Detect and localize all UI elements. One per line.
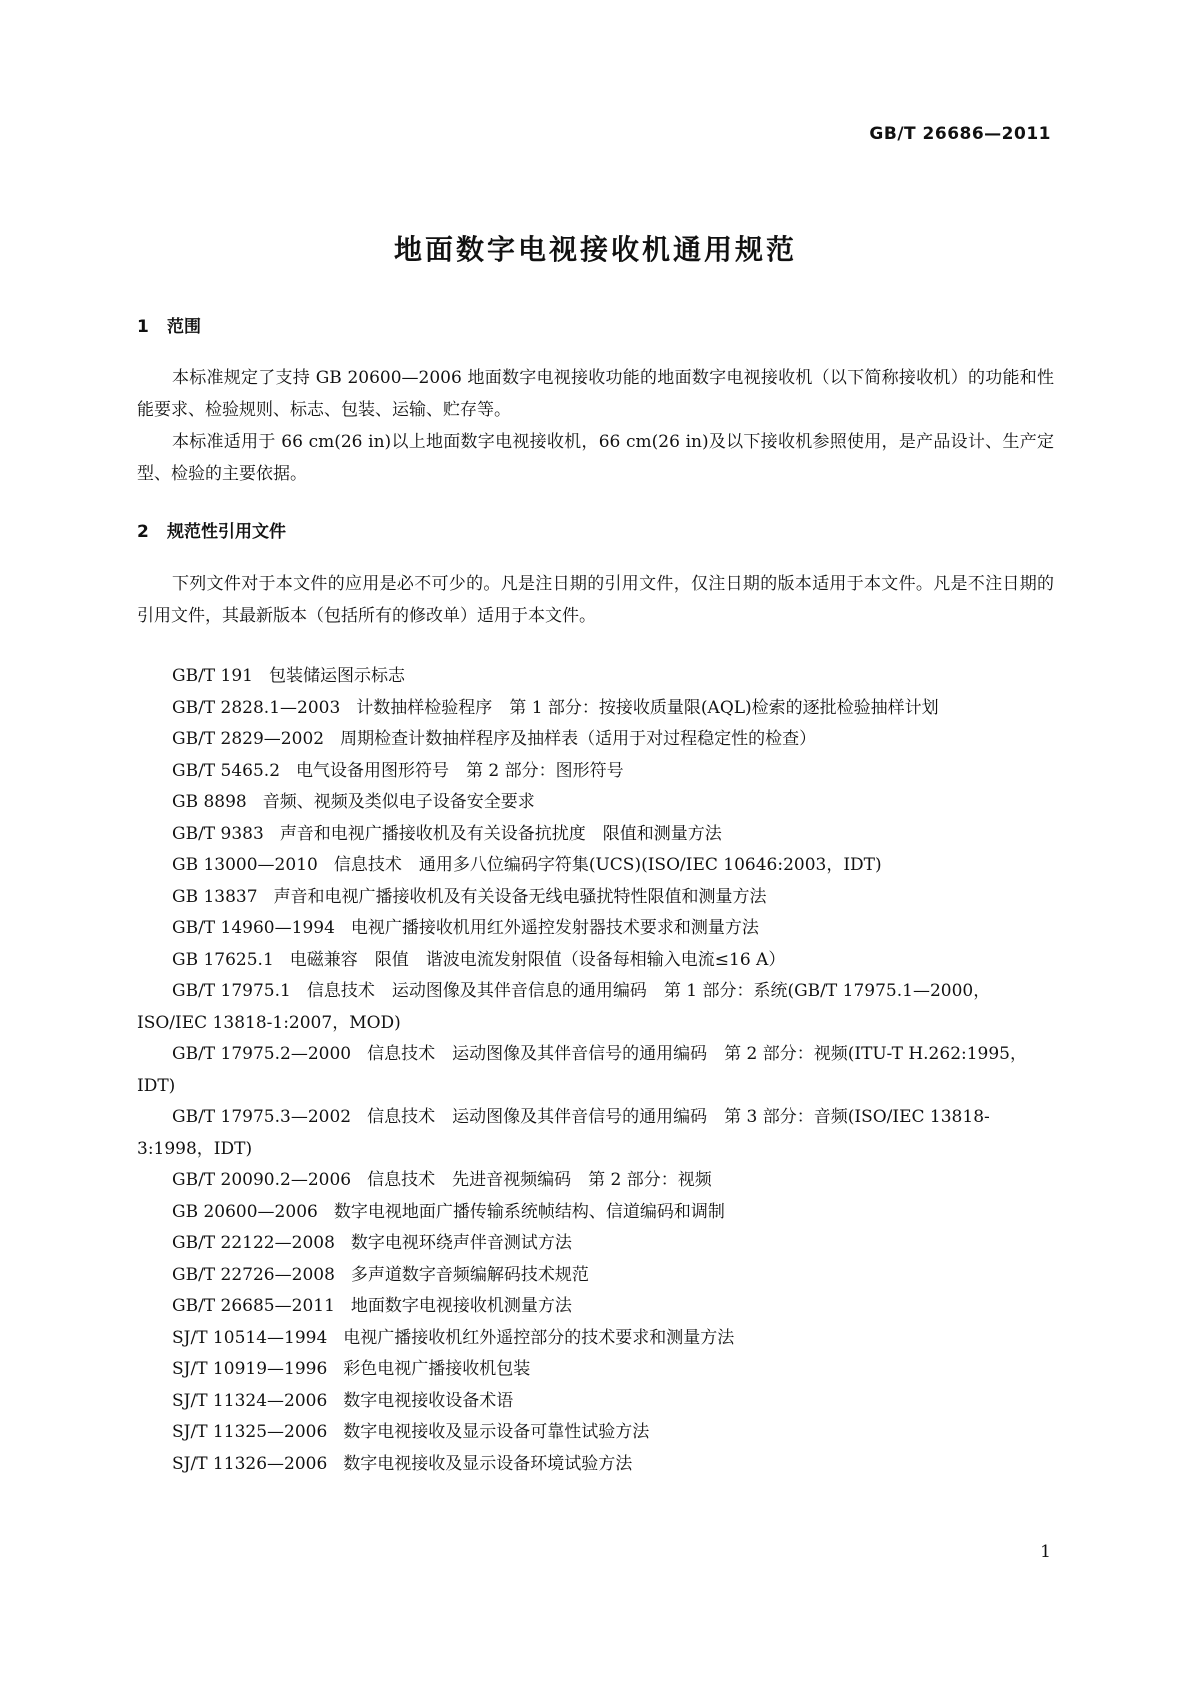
reference-item [137, 1417, 1054, 1449]
section-heading-normative-refs [137, 517, 286, 542]
reference-title: 电视广播接收机红外遥控部分的技术要求和测量方法 [343, 1327, 735, 1348]
reference-code: GB/T 22122—2008 [172, 1233, 335, 1253]
reference-code: GB/T 17975.3—2002 [172, 1107, 352, 1127]
reference-code: GB/T 22726—2008 [172, 1264, 335, 1285]
reference-item [137, 724, 1054, 756]
reference-item [137, 850, 1054, 882]
reference-title: 音频、视频及类似电子设备安全要求 [262, 792, 535, 812]
reference-item [137, 1354, 1054, 1386]
section-number: 2 [137, 522, 149, 542]
reference-title: 彩色电视广播接收机包装 [343, 1359, 531, 1379]
reference-title: 周期检查计数抽样程序及抽样表（适用于对过程稳定性的检查） [340, 729, 817, 749]
reference-code: GB 8898 [172, 792, 247, 812]
reference-item [137, 1449, 1054, 1481]
reference-code: GB/T 191 [172, 666, 253, 686]
reference-item [137, 1291, 1054, 1323]
reference-code: GB 20600—2006 [172, 1201, 318, 1222]
reference-item [137, 882, 1054, 914]
section-title: 范围 [167, 317, 201, 337]
reference-title: 声音和电视广播接收机及有关设备无线电骚扰特性限值和测量方法 [273, 886, 767, 907]
reference-item [137, 976, 1054, 1039]
reference-title: 数字电视接收及显示设备环境试验方法 [343, 1453, 633, 1474]
reference-item [137, 756, 1054, 788]
reference-item [137, 945, 1054, 977]
reference-title: 电磁兼容 限值 谐波电流发射限值（设备每相输入电流≤16 A） [289, 949, 786, 970]
page-number: 1 [1040, 1542, 1051, 1562]
refs-intro-paragraph: 下列文件对于本文件的应用是必不可少的。凡是注日期的引用文件，仅注日期的版本适用于本文件。凡是不注日期的引用文件，其最新版本（包括所有的修改单）适用于本文件。 [137, 574, 1054, 626]
reference-title: 计数抽样检验程序 第 1 部分：按接收质量限(AQL)检索的逐批检验抽样计划 [356, 697, 939, 718]
reference-code: SJ/T 11324—2006 [172, 1390, 328, 1411]
standard-code: GB/T 26686—2011 [869, 124, 1051, 144]
reference-item [137, 913, 1054, 945]
reference-code: GB/T 9383 [172, 823, 264, 844]
section-number: 1 [137, 317, 149, 337]
reference-code: GB 17625.1 [172, 949, 274, 970]
reference-item [137, 661, 1054, 693]
reference-code: GB/T 17975.1 [172, 981, 291, 1001]
reference-code: GB 13000—2010 [172, 855, 318, 875]
reference-code: GB/T 2828.1—2003 [172, 697, 341, 718]
reference-title: 包装储运图示标志 [269, 666, 405, 686]
reference-title: 数字电视接收及显示设备可靠性试验方法 [343, 1422, 650, 1442]
reference-title: 电视广播接收机用红外遥控发射器技术要求和测量方法 [350, 918, 759, 938]
reference-code: GB/T 26685—2011 [172, 1296, 335, 1316]
reference-code: GB/T 2829—2002 [172, 729, 325, 749]
reference-code: SJ/T 10514—1994 [172, 1327, 328, 1348]
reference-item [137, 1197, 1054, 1229]
scope-paragraph: 本标准规定了支持 GB 20600—2006 地面数字电视接收功能的地面数字电视接收机（以下简称接收机）的功能和性能要求、检验规则、标志、包装、运输、贮存等。 [137, 368, 1054, 420]
reference-list [137, 661, 1054, 1480]
reference-item [137, 1386, 1054, 1418]
reference-title: 信息技术 通用多八位编码字符集(UCS)(ISO/IEC 10646:2003，IDT) [333, 855, 882, 875]
reference-item [137, 1039, 1054, 1102]
reference-item [137, 1323, 1054, 1355]
reference-code: SJ/T 11325—2006 [172, 1422, 328, 1442]
reference-code: GB 13837 [172, 886, 258, 907]
reference-title: 数字电视地面广播传输系统帧结构、信道编码和调制 [333, 1201, 725, 1222]
reference-title: 地面数字电视接收机测量方法 [350, 1296, 572, 1316]
reference-item [137, 819, 1054, 851]
reference-title: 数字电视环绕声伴音测试方法 [350, 1233, 572, 1253]
reference-title: 信息技术 先进音视频编码 第 2 部分：视频 [367, 1170, 712, 1190]
scope-paragraph: 本标准适用于 66 cm(26 in)以上地面数字电视接收机，66 cm(26 in)及以下接收机参照使用，是产品设计、生产定型、检验的主要依据。 [137, 432, 1054, 484]
reference-title: 信息技术 运动图像及其伴音信号的通用编码 第 3 部分：音频(ISO/IEC 13818-3:1998，IDT) [137, 1107, 990, 1159]
reference-item [137, 1260, 1054, 1292]
section-title: 规范性引用文件 [167, 522, 286, 542]
reference-code: GB/T 5465.2 [172, 760, 281, 781]
reference-item [137, 787, 1054, 819]
reference-title: 信息技术 运动图像及其伴音信号的通用编码 第 2 部分：视频(ITU-T H.262:1995，IDT) [137, 1044, 1027, 1096]
reference-code: GB/T 20090.2—2006 [172, 1170, 352, 1190]
reference-item [137, 1228, 1054, 1260]
document-title: 地面数字电视接收机通用规范 [393, 233, 797, 266]
reference-code: GB/T 14960—1994 [172, 918, 335, 938]
reference-title: 电气设备用图形符号 第 2 部分：图形符号 [296, 760, 624, 781]
reference-title: 声音和电视广播接收机及有关设备抗扰度 限值和测量方法 [279, 823, 722, 844]
reference-title: 多声道数字音频编解码技术规范 [350, 1264, 589, 1285]
reference-item [137, 693, 1054, 725]
reference-item [137, 1102, 1054, 1165]
section-heading-scope [137, 312, 201, 337]
reference-code: GB/T 17975.2—2000 [172, 1044, 352, 1064]
reference-title: 数字电视接收设备术语 [343, 1390, 514, 1411]
reference-item [137, 1165, 1054, 1197]
reference-code: SJ/T 10919—1996 [172, 1359, 328, 1379]
reference-code: SJ/T 11326—2006 [172, 1453, 328, 1474]
reference-title: 信息技术 运动图像及其伴音信息的通用编码 第 1 部分：系统(GB/T 17975.1—2000，ISO/IEC 13818-1:2007，MOD) [137, 981, 991, 1033]
